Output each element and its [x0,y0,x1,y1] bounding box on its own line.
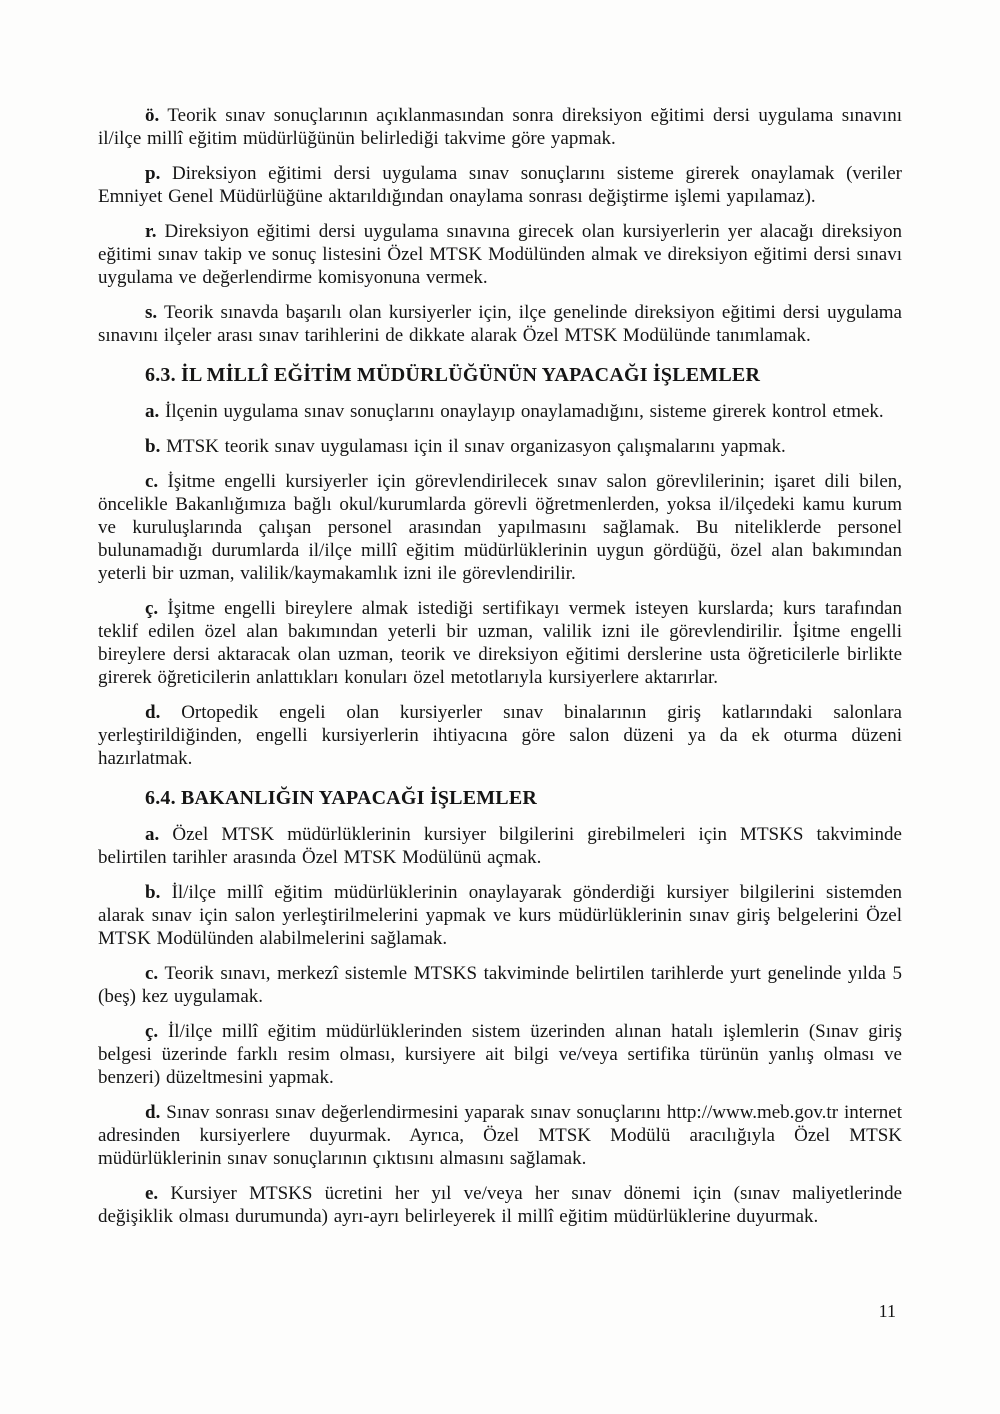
paragraph-text: İlçenin uygulama sınav sonuçlarını onaylayıp onaylamadığını, sisteme girerek kontrol etmek. [165,401,884,422]
paragraph-item-15 [98,1101,902,1170]
paragraph-item-3 [98,301,902,347]
section-heading-1: 6.3. İL MİLLÎ EĞİTİM MÜDÜRLÜĞÜNÜN YAPACAĞI İŞLEMLER [145,364,761,386]
paragraph-text: Sınav sonrası sınav değerlendirmesini yaparak sınav sonuçlarını http://www.meb.gov.tr internet adresinden kursiyerlere duyurmak. Ayrıca, Özel MTSK Modülü aracılığıyla Özel MTSK müdürlüklerinin sınav sonuçlarının çıktısını almasını sağlamak. [98,1102,902,1169]
paragraph-text: İşitme engelli bireylere almak istediği sertifikayı vermek isteyen kurslarda; kurs tarafından teklif edilen özel alan bakımından yeterli bir uzman, valilik izni ile görevlendirilir. İşitme engelli bireylere dersi aktaracak olan uzman, teorik ve direksiyon eğitimi derslerine usta öğreticilerle birlikte girerek öğreticilerin anlattıkları konuları özel metotlarıyla kursiyerlere aktarırlar. [98,598,902,688]
paragraph-label: ç. [145,1021,159,1042]
paragraph-item-8 [98,597,902,689]
paragraph-label: ç. [145,598,159,619]
paragraph-text: Özel MTSK müdürlüklerinin kursiyer bilgilerini girebilmeleri için MTSKS takviminde belirtilen tarihler arasında Özel MTSK Modülünü açmak. [98,824,902,868]
paragraph-item-5 [98,400,902,423]
paragraph-label: c. [145,963,159,984]
paragraph-label: b. [145,436,161,457]
paragraph-item-9 [98,701,902,770]
paragraph-label: e. [145,1183,159,1204]
paragraph-text: Teorik sınavda başarılı olan kursiyerler için, ilçe genelinde direksiyon eğitimi dersi uygulama sınavını ilçeler arası sınav tarihlerini de dikkate alarak Özel MTSK Modülünde tanımlamak. [98,302,902,346]
paragraph-label: a. [145,401,160,422]
paragraph-text: Ortopedik engeli olan kursiyerler sınav binalarının giriş katlarındaki salonlara yerleştirildiğinden, engelli kursiyerlerin ihtiyacına göre salon düzeni ya da ek oturma düzeni hazırlatmak. [98,702,902,769]
paragraph-text: Direksiyon eğitimi dersi uygulama sınavına girecek olan kursiyerlerin yer alacağı direksiyon eğitimi sınav takip ve sonuç listesini Özel MTSK Modülünden almak ve direksiyon eğitimi dersi sınavı uygulama ve değerlendirme komisyonuna vermek. [98,221,902,288]
paragraph-text: MTSK teorik sınav uygulaması için il sınav organizasyon çalışmalarını yapmak. [166,436,786,457]
paragraph-label: d. [145,1102,161,1123]
paragraph-label: c. [145,471,159,492]
paragraph-item-2 [98,220,902,289]
section-heading-2: 6.4. BAKANLIĞIN YAPACAĞI İŞLEMLER [145,787,538,809]
paragraph-text: Teorik sınav sonuçlarının açıklanmasından sonra direksiyon eğitimi dersi uygulama sınavını il/ilçe millî eğitim müdürlüğünün belirlediği takvime göre yapmak. [98,105,902,149]
paragraph-text: Direksiyon eğitimi dersi uygulama sınav sonuçlarını sisteme girerek onaylamak (veriler Emniyet Genel Müdürlüğüne aktarıldığından onaylama sonrası değiştirme işlemi yapılamaz). [98,163,903,207]
paragraph-item-14 [98,1020,902,1089]
paragraph-label: s. [145,302,158,323]
paragraph-item-11 [98,823,902,869]
paragraph-item-0 [98,104,902,150]
paragraph-label: b. [145,882,161,903]
paragraph-label: a. [145,824,160,845]
paragraph-item-13 [98,962,902,1008]
paragraph-item-12 [98,881,902,950]
paragraph-item-7 [98,470,902,585]
paragraph-text: Kursiyer MTSKS ücretini her yıl ve/veya her sınav dönemi için (sınav maliyetlerinde değişiklik olması durumunda) ayrı-ayrı belirleyerek il millî eğitim müdürlüklerine duyurmak. [98,1183,903,1227]
paragraph-label: d. [145,702,161,723]
paragraph-item-6 [98,435,902,458]
document-content [98,104,902,1240]
paragraph-text: İl/ilçe millî eğitim müdürlüklerinin onaylayarak gönderdiği kursiyer bilgilerini sistemden alarak sınav için salon yerleştirilmelerini yapmak ve kurs müdürlüklerinin sınav giriş belgelerini Özel MTSK Modülünden alabilmelerini sağlamak. [98,882,902,949]
paragraph-label: p. [145,163,161,184]
paragraph-item-16 [98,1182,902,1228]
paragraph-text: İşitme engelli kursiyerler için görevlendirilecek sınav salon görevlilerinin; işaret dili bilen, öncelikle Bakanlığımıza bağlı okul/kurumlarda görevli öğretmenlerden, yoksa il/ilçedeki kamu kurum ve kuruluşlarında çalışan personel arasından yapılmasını sağlamak. Bu niteliklerde personel bulunamadığı durumlarda il/ilçe millî eğitim müdürlüklerinin uygun gördüğü, özel alan bakımından yeterli bir uzman, valilik/kaymakamlık izni ile görevlendirilir. [98,471,903,584]
paragraph-label: ö. [145,105,160,126]
paragraph-label: r. [145,221,157,242]
paragraph-text: İl/ilçe millî eğitim müdürlüklerinden sistem üzerinden alınan hatalı işlemlerin (Sınav giriş belgesi üzerinde farklı resim olması, kursiyere ait bilgi ve/veya sertifika türünün yanlış olması ve benzeri) düzeltmesini yapmak. [98,1021,903,1088]
paragraph-text: Teorik sınavı, merkezî sistemle MTSKS takviminde belirtilen tarihlerde yurt genelinde yılda 5 (beş) kez uygulamak. [98,963,902,1007]
page-number: 11 [878,1301,896,1321]
paragraph-item-1 [98,162,902,208]
